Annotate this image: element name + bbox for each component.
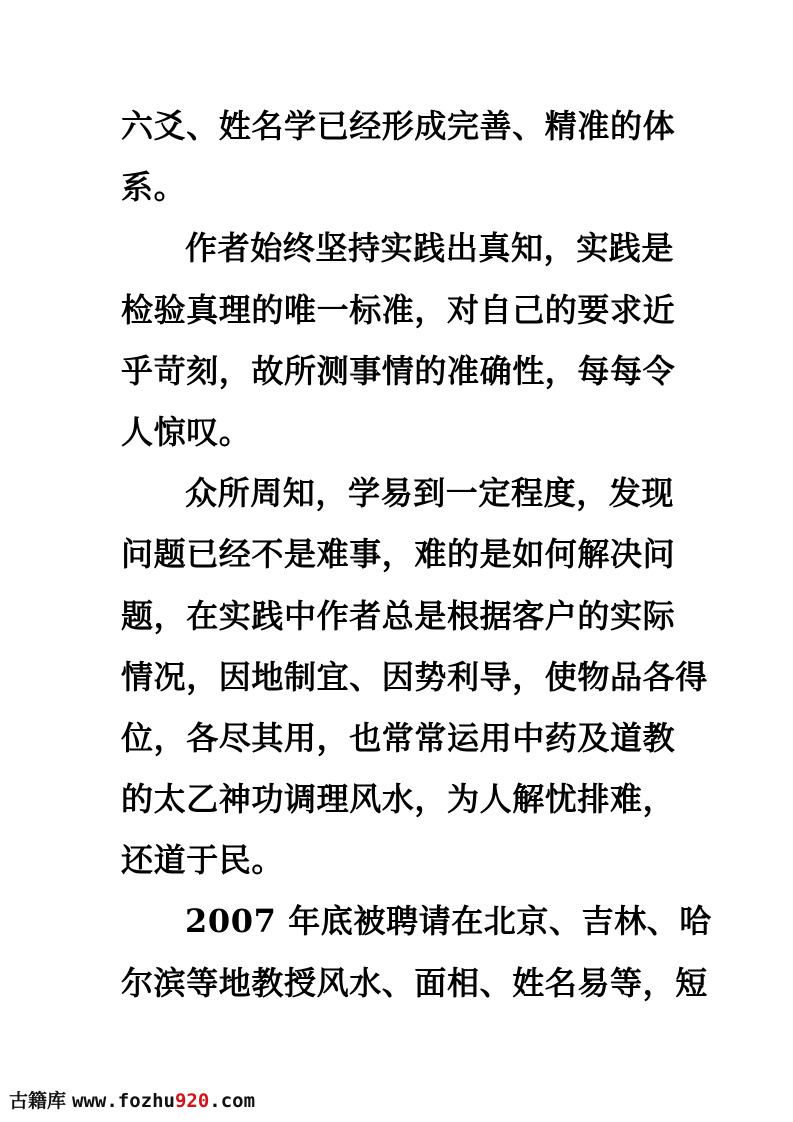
text-line: 检验真理的唯一标准，对自己的要求近 [121, 290, 676, 329]
text-line: 情况，因地制宜、因势利导，使物品各得 [121, 657, 708, 696]
text-line: 的太乙神功调理风水，为人解忧排难， [121, 780, 676, 819]
paragraph-start-line: 作者始终坚持实践出真知，实践是 [185, 229, 675, 268]
body-text [121, 96, 713, 1014]
text-line: 还道于民。 [121, 841, 285, 880]
text-line: 尔滨等地教授风水、面相、姓名易等，短 [121, 963, 708, 1002]
text-line: 问题已经不是难事，难的是如何解决问 [121, 535, 676, 574]
footer-site-name: 古籍库 [9, 1090, 67, 1112]
paragraph-start-line: 众所周知，学易到一定程度，发现 [185, 474, 675, 513]
text-line: 人惊叹。 [121, 412, 252, 451]
paragraph-start-line: 2007 年底被聘请在北京、吉林、哈 [185, 902, 713, 941]
footer-url-prefix: www.fozhu [72, 1090, 175, 1112]
text-line: 系。 [121, 168, 187, 207]
text-line: 六爻、姓名学已经形成完善、精准的体 [121, 107, 676, 145]
text-line: 位，各尽其用，也常常运用中药及道教 [121, 718, 676, 757]
footer-watermark [9, 1086, 255, 1113]
text-line: 题，在实践中作者总是根据客户的实际 [121, 596, 676, 635]
footer-url-number: 920 [174, 1090, 210, 1112]
footer-url-suffix: .com [209, 1090, 256, 1112]
text-line: 乎苛刻，故所测事情的准确性，每每令 [121, 351, 676, 390]
